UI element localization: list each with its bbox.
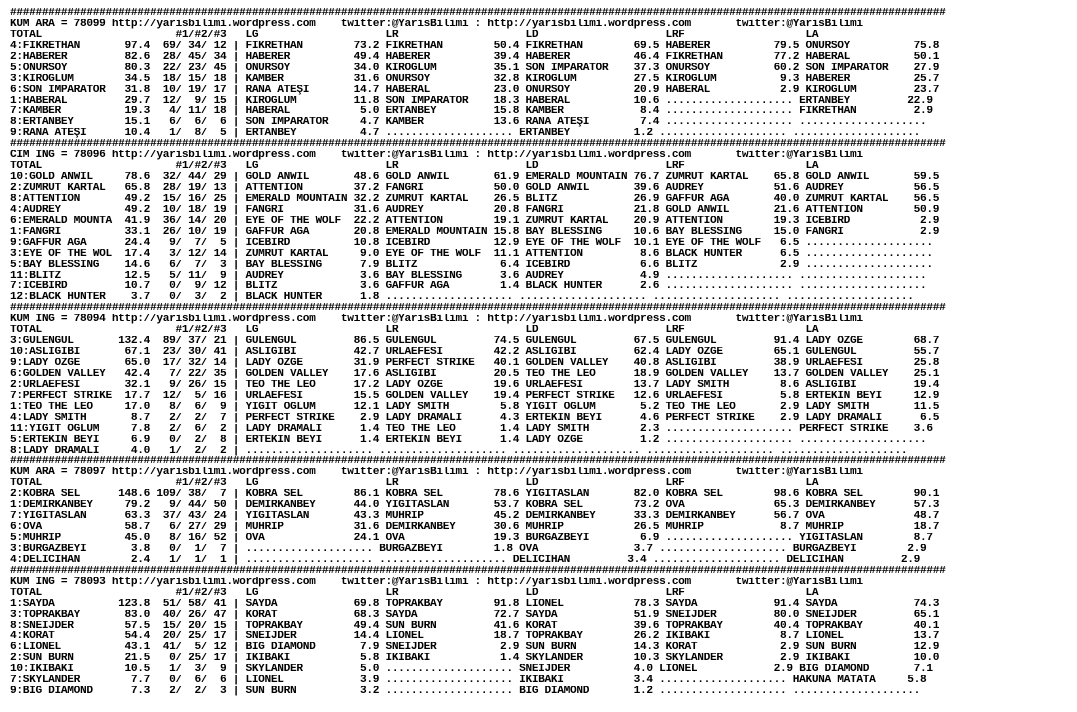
data-line: 1:SAYDA 123.8 51/ 58/ 41 | SAYDA 69.8 TOPRAKBAY 91.8 LIONEL 78.3 SAYDA 91.4 SAYDA 74.3: [10, 598, 940, 610]
data-line: 3:TOPRAKBAY 83.0 40/ 26/ 47 | KORAT 68.3 SAYDA 72.7 SAYDA 51.9 SNEIJDER 80.0 SNEIJDER 65.1: [10, 609, 940, 621]
data-line: 9:BIG DIAMOND 7.3 2/ 2/ 3 | SUN BURN 3.2 .................... BIG DIAMOND 1.2 .................... ....................: [10, 686, 920, 698]
separator-line: ###################################################################################################################################################: [10, 139, 946, 151]
data-line: 10:GOLD ANWIL 78.6 32/ 44/ 29 | GOLD ANWIL 48.6 GOLD ANWIL 61.9 EMERALD MOUNTAIN 76.7 ZÜMRÜT KARTAL 65.8 GOLD ANWIL 59.5: [10, 172, 940, 183]
separator-line: ###################################################################################################################################################: [10, 565, 946, 577]
data-line: 2:URLAEFESİ 32.1 9/ 26/ 15 | TEO THE LEO 17.2 LADY ÖZGE 19.6 URLAEFESİ 13.7 LADY SMITH 8.6 ASLIGIBI 19.4: [10, 379, 940, 391]
data-line: 5:ERTEKİN BEYİ 6.9 0/ 2/ 8 | ERTEKİN BEYİ 1.4 ERTEKİN BEYİ 1.4 LADY ÖZGE 1.2 .................... ....................: [10, 434, 927, 446]
data-line: 9:LADY ÖZGE 65.0 17/ 32/ 14 | LADY ÖZGE 31.9 PERFECT STRIKE 40.1 GOLDEN VALLEY 40.8 ASLIGIBI 38.9 URLAEFESİ 25.8: [10, 358, 940, 369]
separator-line: ###################################################################################################################################################: [10, 8, 946, 19]
data-line: 8:SNEIJDER 57.5 15/ 20/ 15 | TOPRAKBAY 49.4 SUN BURN 41.6 KORAT 39.6 TOPRAKBAY 40.4 TOPRAKBAY 40.1: [10, 620, 940, 632]
data-line: 11:YİĞİT OĞLUM 7.8 2/ 6/ 2 | LADY DRAMALI 1.4 TEO THE LEO 1.4 LADY SMITH 2.3 .................... PERFECT STRIKE 3.6: [10, 423, 933, 435]
data-line: 8:LADY DRAMALI 4.0 1/ 2/ 2 | .................... .................... .................... .................... ....................: [10, 445, 908, 457]
data-line: 8:ERTANBEY 15.1 6/ 6/ 6 | SON İMPARATOR 4.7 KAMBER 13.6 RANA ATEŞİ 7.4 .................... ....................: [10, 117, 927, 129]
data-line: 7:YİĞİTASLAN 63.3 37/ 43/ 24 | YİĞİTASLAN 43.3 MUHRİP 45.2 DEMİRKANBEY 33.3 DEMİRKANBEY 56.7 OVA 48.7: [10, 511, 940, 523]
data-line: 6:SON İMPARATOR 31.8 10/ 19/ 17 | RANA ATEŞİ 14.7 HABERAL 23.0 ONURSOY 20.9 HABERAL 2.9 KIROĞLUM 23.7: [10, 84, 940, 96]
data-line: 4:AUDREY 49.2 10/ 18/ 19 | FANGRI 31.6 AUDREY 20.8 FANGRI 21.8 GOLD ANWIL 21.6 ATTENTION 50.9: [10, 204, 940, 216]
data-line: 5:ONURSOY 80.3 22/ 23/ 45 | ONURSOY 34.0 KIROĞLUM 35.1 SON İMPARATOR 37.3 ONURSOY 60.2 SON İMPARATOR 27.9: [10, 62, 940, 74]
data-line: 6:OVA 58.7 6/ 27/ 29 | MUHRİP 31.6 DEMİRKANBEY 30.6 MUHRİP 26.5 MUHRİP 8.7 MUHRİP 18.7: [10, 522, 940, 533]
data-line: 10:İKİBAKİ 10.5 1/ 3/ 9 | SKYLANDER 5.0 .................... SNEIJDER 4.0 LIONEL 2.9 BIG DIAMOND 7.1: [10, 664, 933, 676]
data-line: 3:KIROĞLUM 34.5 18/ 15/ 18 | KAMBER 31.6 ONURSOY 32.8 KIROĞLUM 27.5 KIROĞLUM 9.3 HABERER 25.7: [10, 73, 940, 85]
data-line: 9:GAFFUR AĞA 24.4 9/ 7/ 5 | ICEBIRD 10.8 ICEBIRD 12.9 EYE OF THE WOLF 10.1 EYE OF THE WOLF 6.5 ....................: [10, 237, 933, 249]
data-line: 6:EMERALD MOUNTA 41.9 36/ 14/ 20 | EYE OF THE WOLF 22.2 ATTENTION 19.1 ZÜMRÜT KARTAL 20.9 ATTENTION 19.3 ICEBIRD 2.9: [10, 215, 940, 227]
data-line: 7:KAMBER 19.3 4/ 11/ 18 | HABERAL 5.0 ERTANBEY 15.8 KAMBER 8.4 .................... FİKRETHAN 2.9: [10, 106, 933, 118]
separator-line: ###################################################################################################################################################: [10, 456, 946, 468]
data-line: 12:BLACK HUNTER 3.7 0/ 3/ 2 | BLACK HUNTER 1.8 .................... .................... .................... ....................: [10, 292, 914, 304]
race-header-line: CIM ING = 78096 http://yarisbilimi.wordpress.com twitter:@YarisBilimi : http://yarisbilimi.wordpress.com twitter:@YarisBilimi: [10, 150, 863, 162]
data-line: 1:HABERAL 29.7 12/ 9/ 15 | KIROĞLUM 11.8 SON İMPARATOR 18.3 HABERAL 10.6 .................... ERTANBEY 22.9: [10, 95, 933, 107]
data-line: 8:ATTENTION 49.2 15/ 16/ 25 | EMERALD MOUNTAIN 32.2 ZÜMRÜT KARTAL 26.5 BLITZ 26.9 GAFFUR AĞA 40.0 ZÜMRÜT KARTAL 56.5: [10, 193, 940, 205]
column-header-line: TOTAL #1/#2/#3 LG LR LD LRF LA: [10, 325, 819, 337]
race-header-line: KUM ARA = 78097 http://yarisbilimi.wordpress.com twitter:@YarisBilimi : http://yarisbilimi.wordpress.com twitter:@YarisBilimi: [10, 467, 863, 479]
separator-line: ###################################################################################################################################################: [10, 303, 946, 315]
data-line: 10:ASLIGIBI 67.1 23/ 30/ 41 | ASLIGIBI 42.7 URLAEFESİ 42.2 ASLIGIBI 62.4 LADY ÖZGE 65.1 GÜLENGÜL 55.7: [10, 347, 940, 358]
data-line: 2:HABERER 82.6 28/ 45/ 34 | HABERER 49.4 HABERER 39.4 HABERER 46.4 FİKRETHAN 77.2 HABERAL 50.1: [10, 51, 940, 63]
column-header-line: TOTAL #1/#2/#3 LG LR LD LRF LA: [10, 587, 819, 599]
data-line: 4:FİKRETHAN 97.4 69/ 34/ 12 | FİKRETHAN 73.2 FİKRETHAN 50.4 FİKRETHAN 69.5 HABERER 79.5 ONURSOY 75.8: [10, 40, 940, 52]
column-header-line: TOTAL #1/#2/#3 LG LR LD LRF LA: [10, 478, 819, 490]
data-line: 9:RANA ATEŞİ 10.4 1/ 8/ 5 | ERTANBEY 4.7 .................... ERTANBEY 1.2 .................... ....................: [10, 128, 920, 140]
column-header-line: TOTAL #1/#2/#3 LG LR LD LRF LA: [10, 29, 819, 41]
data-line: 3:EYE OF THE WOL 17.4 3/ 12/ 14 | ZÜMRÜT KARTAL 9.0 EYE OF THE WOLF 11.1 ATTENTION 8.6 BLACK HUNTER 6.5 ....................: [10, 248, 933, 260]
data-line: 3:BURGAZBEYİ 3.8 0/ 1/ 7 | .................... BURGAZBEYİ 1.8 OVA 3.7 .................... BURGAZBEYİ 2.9: [10, 543, 927, 555]
data-line: 7:SKYLANDER 7.7 0/ 6/ 6 | LIONEL 3.9 .................... İKİBAKİ 3.4 .................... HAKUNA MATATA 5.8: [10, 675, 927, 687]
data-line: 5:BAY BLESSING 14.6 6/ 7/ 3 | BAY BLESSING 7.9 BLITZ 6.4 ICEBIRD 6.6 BLITZ 2.9 ....................: [10, 259, 933, 271]
data-line: 6:LIONEL 43.1 41/ 5/ 12 | BIG DIAMOND 7.9 SNEIJDER 2.9 SUN BURN 14.3 KORAT 2.9 SUN BURN 12.9: [10, 642, 940, 654]
race-header-line: KUM ARA = 78099 http://yarisbilimi.wordpress.com twitter:@YarisBilimi : http://yarisbilimi.wordpress.com twitter:@YarisBilimi: [10, 18, 863, 30]
data-line: 6:GOLDEN VALLEY 42.4 7/ 22/ 35 | GOLDEN VALLEY 17.6 ASLIGIBI 20.5 TEO THE LEO 18.9 GOLDEN VALLEY 13.7 GOLDEN VALLEY 25.1: [10, 368, 940, 380]
race-statistics-text: [10, 8, 1077, 697]
data-line: 7:ICEBIRD 10.7 0/ 9/ 12 | BLITZ 3.6 GAFFUR AĞA 1.4 BLACK HUNTER 2.6 .................... ....................: [10, 281, 927, 293]
data-line: 2:KOBRA SEL 148.6 109/ 38/ 7 | KOBRA SEL 86.1 KOBRA SEL 78.6 YİĞİTASLAN 82.0 KOBRA SEL 98.6 KOBRA SEL 90.1: [10, 489, 940, 501]
data-line: 3:GÜLENGÜL 132.4 89/ 37/ 21 | GÜLENGÜL 86.5 GÜLENGÜL 74.5 GÜLENGÜL 67.5 GÜLENGÜL 91.4 LADY ÖZGE 68.7: [10, 336, 940, 348]
data-line: 4:DELİCİHAN 2.4 1/ 1/ 1 | .................... .................... DELİCİHAN 3.4 .................... DELİCİHAN 2.9: [10, 554, 920, 566]
data-line: 1:TEO THE LEO 17.0 8/ 6/ 9 | YİĞİT OĞLUM 12.1 LADY SMITH 5.8 YİĞİT OĞLUM 5.2 TEO THE LEO 2.9 LADY SMITH 11.5: [10, 401, 940, 413]
data-line: 1:DEMİRKANBEY 79.2 9/ 44/ 50 | DEMİRKANBEY 44.0 YİĞİTASLAN 53.7 KOBRA SEL 73.2 OVA 65.3 DEMİRKANBEY 57.3: [10, 500, 940, 512]
data-line: 7:PERFECT STRIKE 17.7 12/ 5/ 16 | URLAEFESİ 15.5 GOLDEN VALLEY 19.4 PERFECT STRIKE 12.6 URLAEFESİ 5.8 ERTEKİN BEYİ 12.9: [10, 390, 940, 402]
race-header-line: KUM ING = 78094 http://yarisbilimi.wordpress.com twitter:@YarisBilimi : http://yarisbilimi.wordpress.com twitter:@YarisBilimi: [10, 314, 863, 326]
data-line: 5:MUHRİP 45.0 8/ 16/ 52 | OVA 24.1 OVA 19.3 BURGAZBEYİ 6.9 .................... YİĞİTASLAN 8.7: [10, 533, 933, 544]
data-line: 2:SUN BURN 21.5 0/ 25/ 17 | İKİBAKİ 5.8 İKİBAKİ 1.4 SKYLANDER 10.3 SKYLANDER 2.9 İKİBAKİ 10.0: [10, 653, 940, 665]
data-line: 2:ZÜMRÜT KARTAL 65.8 28/ 19/ 13 | ATTENTION 37.2 FANGRI 50.0 GOLD ANWIL 39.6 AUDREY 51.6 AUDREY 56.5: [10, 183, 940, 194]
column-header-line: TOTAL #1/#2/#3 LG LR LD LRF LA: [10, 161, 819, 173]
data-line: 4:KORAT 54.4 20/ 25/ 17 | SNEIJDER 14.4 LIONEL 18.7 TOPRAKBAY 26.2 İKİBAKİ 8.7 LIONEL 13.7: [10, 631, 940, 643]
data-line: 11:BLITZ 12.5 5/ 11/ 9 | AUDREY 3.6 BAY BLESSING 3.6 AUDREY 4.9 .................... ....................: [10, 270, 927, 282]
race-header-line: KUM ING = 78093 http://yarisbilimi.wordpress.com twitter:@YarisBilimi : http://yarisbilimi.wordpress.com twitter:@YarisBilimi: [10, 576, 863, 588]
data-line: 1:FANGRI 33.1 26/ 10/ 19 | GAFFUR AĞA 20.8 EMERALD MOUNTAIN 15.8 BAY BLESSING 10.6 BAY BLESSING 15.0 FANGRI 2.9: [10, 226, 940, 238]
data-line: 4:LADY SMITH 8.7 2/ 2/ 7 | PERFECT STRIKE 2.9 LADY DRAMALI 4.3 ERTEKİN BEYİ 4.6 PERFECT STRIKE 2.9 LADY DRAMALI 6.5: [10, 412, 940, 424]
